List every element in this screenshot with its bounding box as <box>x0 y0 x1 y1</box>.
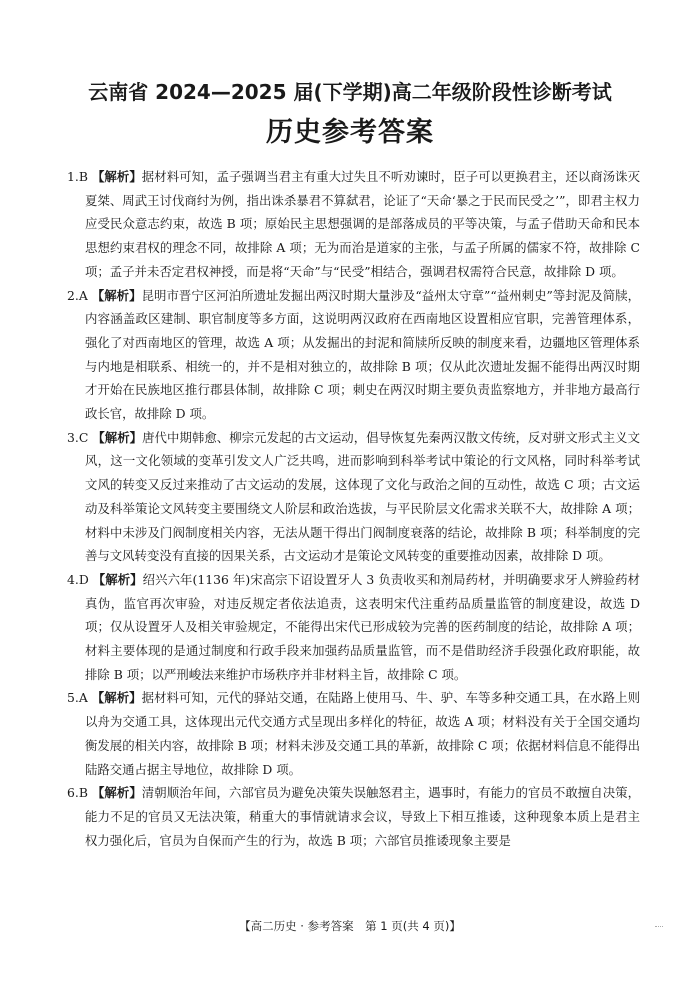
answer-number: 2. <box>67 287 79 303</box>
answer-choice: C <box>78 429 89 445</box>
answer-item-6 <box>67 781 640 852</box>
answer-choice: D <box>78 571 89 587</box>
page-footer: 【高二历史 · 参考答案 第 1 页(共 4 页)】 <box>239 919 461 933</box>
answer-item-5 <box>67 686 640 781</box>
answer-text: 清朝顺治年间，六部官员为避免决策失误触怒君主，遇事时，有能力的官员不敢擅自决策，能力不足的官员又无法决策，稍重大的事情就请求会议，导致上下相互推诿，这种现象本质上是君主权力强化后，官员为自保而产生的行为，故选 B 项；六部官员推诿现象主要是 <box>85 785 640 848</box>
answer-number: 6. <box>67 785 79 801</box>
answer-list <box>67 165 640 852</box>
document-subtitle: 历史参考答案 <box>266 117 434 148</box>
answer-choice: B <box>78 169 88 184</box>
analysis-tag: 【解析】 <box>91 785 142 801</box>
answer-choice: B <box>78 785 88 801</box>
answer-item-1 <box>67 165 640 284</box>
answer-text: 绍兴六年(1136 年)宋高宗下诏设置牙人 3 负责收买和剂局药材，并明确要求牙人辨验药材真伪，监官再次审验，对违反规定者依法追责，这表明宋代注重药品质量监管的制度建设，故选 D 项；仅从设置牙人及相关审验规定，不能得出宋代已形成较为完善的医药制度的结论，故排除 A 项；材料主要体现的是通过制度和行政手段来加强药品质量监管，而不是借助经济手段强化政府职能，故排除 B 项；以严刑峻法来维护市场秩序并非材料主旨，故排除 C 项。 <box>85 571 640 682</box>
analysis-tag: 【解析】 <box>92 571 143 587</box>
answer-number: 1. <box>67 169 79 184</box>
document-title: 云南省 2024—2025 届(下学期)高二年级阶段性诊断考试 <box>88 80 612 104</box>
answer-item-4 <box>67 568 640 687</box>
answer-choice: A <box>78 287 88 303</box>
answer-item-3 <box>67 426 640 568</box>
answer-text: 唐代中期韩愈、柳宗元发起的古文运动，倡导恢复先秦两汉散文传统，反对骈文形式主义文风，这一文化领域的变革引发文人广泛共鸣，进而影响到科举考试中策论的行文风格，同时科举考试文风的转变又反过来推动了古文运动的发展，这体现了文化与政治之间的互动性，故选 C 项；古文运动及科举策论文风转变主要围绕文人阶层和政治选拔，与平民阶层文化需求关联不大，故排除 A 项；材料中未涉及门阀制度相关内容，无法从题干得出门阀制度衰落的结论，故排除 B 项；科举制度的完善与文风转变没有直接的因果关系，古文运动才是策论文风转变的重要推动因素，故排除 D 项。 <box>85 429 640 564</box>
answer-item-2 <box>67 284 640 426</box>
analysis-tag: 【解析】 <box>91 287 142 303</box>
answer-number: 4. <box>67 571 79 587</box>
answer-choice: A <box>78 690 88 706</box>
analysis-tag: 【解析】 <box>91 690 142 706</box>
answer-text: 昆明市晋宁区河泊所遗址发掘出两汉时期大量涉及“益州太守章”“益州刺史”等封泥及简牍，内容涵盖政区建制、职官制度等多方面，这说明两汉政府在西南地区设置相应官职，完善管理体系，强化了对西南地区的管理，故选 A 项；从发掘出的封泥和简牍所反映的制度来看，边疆地区管理体系与内地是相联系、相统一的，并不是相对独立的，故排除 B 项；仅从此次遗址发掘不能得出两汉时期才开始在民族地区推行郡县体制，故排除 C 项；刺史在两汉时期主要负责监察地方，并非地方最高行政长官，故排除 D 项。 <box>85 287 640 422</box>
answer-text: 据材料可知，孟子强调当君主有重大过失且不听劝谏时，臣子可以更换君主，还以商汤诛灭夏桀、周武王讨伐商纣为例，指出诛杀暴君不算弑君，论证了“天命‘暴之于民而民受之’”，即君主权力应受民众意志约束，故选 B 项；原始民主思想强调的是部落成员的平等决策，与孟子借助天命和民本思想约束君权的理念不同，故排除 A 项；无为而治是道家的主张，与孟子所属的儒家不符，故排除 C 项；孟子并未否定君权神授，而是将“天命”与“民受”相结合，强调君权需符合民意，故排除 D 项。 <box>85 169 640 279</box>
analysis-tag: 【解析】 <box>91 169 142 184</box>
answer-number: 5. <box>67 690 79 706</box>
analysis-tag: 【解析】 <box>92 429 143 445</box>
answer-number: 3. <box>67 429 79 445</box>
corner-mark <box>655 926 663 927</box>
answer-text: 据材料可知，元代的驿站交通，在陆路上使用马、牛、驴、车等多种交通工具，在水路上则以舟为交通工具，这体现出元代交通方式呈现出多样化的特征，故选 A 项；材料没有关于全国交通均衡发展的相关内容，故排除 B 项；材料未涉及交通工具的革新，故排除 C 项；依据材料信息不能得出陆路交通占据主导地位，故排除 D 项。 <box>85 690 640 777</box>
